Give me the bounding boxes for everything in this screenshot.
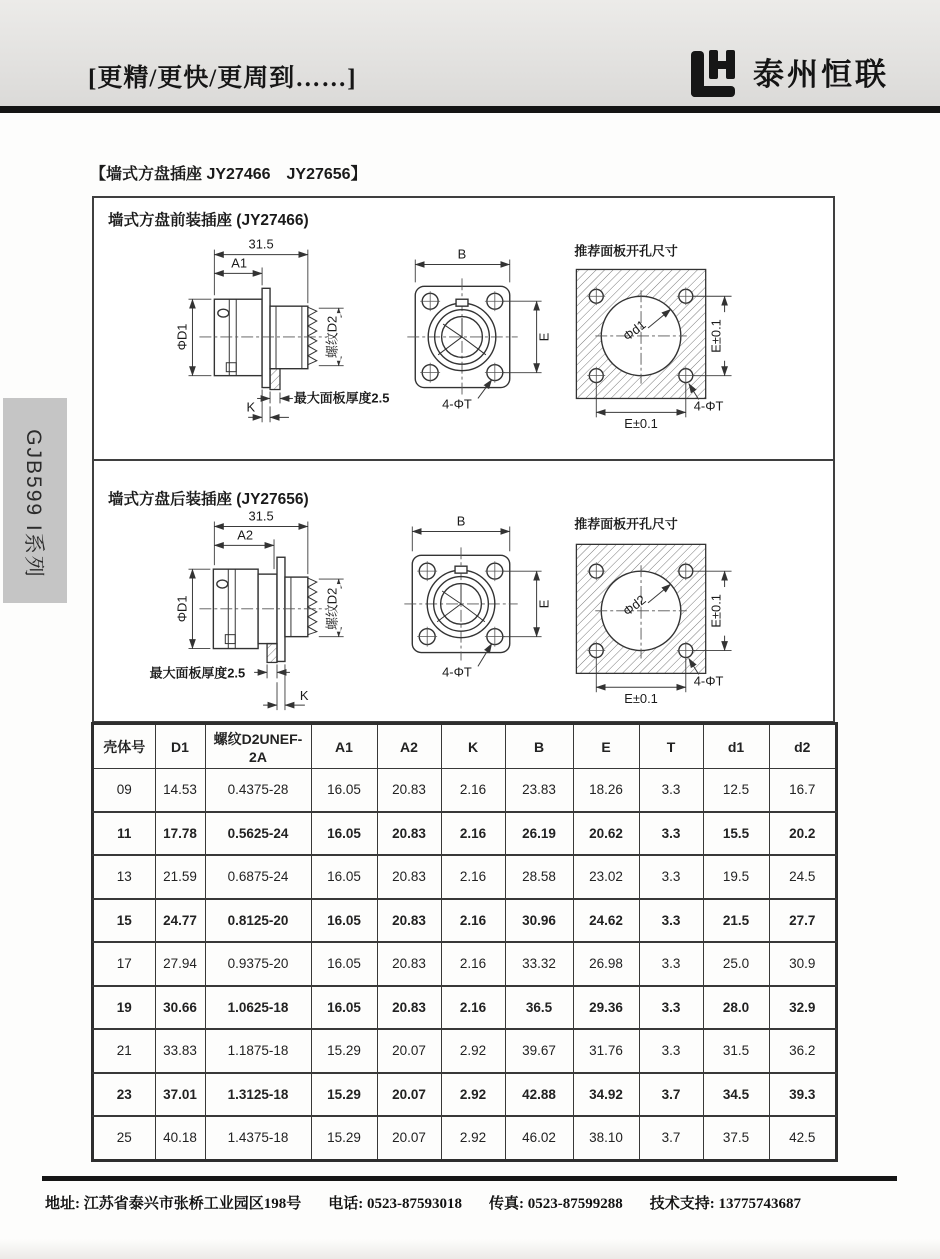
table-row <box>93 855 836 899</box>
column-header: E <box>573 724 639 769</box>
table-cell: 15.5 <box>703 812 769 856</box>
footer-phone-label: 电话: <box>328 1196 364 1212</box>
label-mounting-holes-2: 4-ΦT <box>442 664 472 680</box>
table-cell: 32.9 <box>769 986 836 1030</box>
table-row <box>93 769 836 812</box>
table-cell: 2.16 <box>441 986 505 1030</box>
rear-mount-front-view <box>404 514 551 680</box>
panel-title-rear-mount: 墙式方盘后装插座 (JY27656) <box>108 491 309 508</box>
table-cell: 15.29 <box>311 1073 377 1117</box>
table-cell: 18.26 <box>573 769 639 812</box>
dim-e-2: E <box>536 599 552 609</box>
front-mount-front-view <box>407 247 551 412</box>
table-cell: 3.7 <box>639 1116 703 1160</box>
table-cell: 16.05 <box>311 899 377 943</box>
drawings-box <box>92 196 835 723</box>
table-cell: 25.0 <box>703 942 769 986</box>
front-mount-side-view <box>174 237 389 423</box>
footer-address <box>45 1192 301 1213</box>
cutout-e-tolerance-side: E±0.1 <box>708 319 724 353</box>
table-cell: 0.8125-20 <box>205 899 311 943</box>
cutout-e-tolerance-bottom: E±0.1 <box>624 416 658 432</box>
dim-a1: A1 <box>231 255 248 271</box>
dim-k: K <box>246 399 256 415</box>
table-cell: 29.36 <box>573 986 639 1030</box>
footer-fax-label: 传真: <box>489 1196 525 1212</box>
table-cell: 09 <box>93 769 155 812</box>
table-cell: 42.88 <box>505 1073 573 1117</box>
table-cell: 28.0 <box>703 986 769 1030</box>
technical-drawings <box>94 198 833 721</box>
table-cell: 2.16 <box>441 812 505 856</box>
series-label: GJB599 I系列 <box>22 429 45 579</box>
rear-mount-panel-cutout <box>574 516 731 706</box>
table-cell: 1.0625-18 <box>205 986 311 1030</box>
footer <box>45 1192 905 1213</box>
spec-table <box>92 723 837 1161</box>
column-header: A2 <box>377 724 441 769</box>
label-mounting-holes: 4-ΦT <box>442 396 472 412</box>
table-cell: 21.5 <box>703 899 769 943</box>
table-cell: 12.5 <box>703 769 769 812</box>
dim-k-2: K <box>299 688 309 704</box>
table-cell: 2.16 <box>441 899 505 943</box>
table-cell: 3.3 <box>639 769 703 812</box>
footer-address-value: 江苏省泰兴市张桥工业园区198号 <box>83 1196 302 1212</box>
header-slogan: [更精/更快/更周到……] <box>88 65 357 92</box>
table-cell: 37.5 <box>703 1116 769 1160</box>
table-cell: 26.19 <box>505 812 573 856</box>
table-cell: 17 <box>93 942 155 986</box>
cutout-title-2: 推荐面板开孔尺寸 <box>574 516 678 532</box>
table-cell: 36.2 <box>769 1029 836 1073</box>
table-cell: 20.2 <box>769 812 836 856</box>
table-cell: 20.83 <box>377 855 441 899</box>
table-cell: 40.18 <box>155 1116 205 1160</box>
footer-fax-value: 0523-87599288 <box>527 1196 623 1212</box>
table-cell: 20.83 <box>377 812 441 856</box>
table-cell: 33.32 <box>505 942 573 986</box>
table-cell: 27.94 <box>155 942 205 986</box>
footer-fax <box>489 1192 623 1213</box>
table-cell: 20.07 <box>377 1029 441 1073</box>
table-cell: 42.5 <box>769 1116 836 1160</box>
table-cell: 2.92 <box>441 1029 505 1073</box>
table-cell: 37.01 <box>155 1073 205 1117</box>
column-header: 壳体号 <box>93 724 155 769</box>
table-cell: 16.05 <box>311 769 377 812</box>
dim-overall-length-2: 31.5 <box>248 508 274 524</box>
table-cell: 30.96 <box>505 899 573 943</box>
table-cell: 3.3 <box>639 1029 703 1073</box>
dim-b: B <box>457 246 467 262</box>
table-cell: 38.10 <box>573 1116 639 1160</box>
table-cell: 3.7 <box>639 1073 703 1117</box>
dim-overall-length: 31.5 <box>248 236 274 252</box>
dim-thread: 螺纹D2 <box>324 315 340 359</box>
column-header: A1 <box>311 724 377 769</box>
table-cell: 21.59 <box>155 855 205 899</box>
table-cell: 13 <box>93 855 155 899</box>
table-cell: 28.58 <box>505 855 573 899</box>
cutout-holes-label-2: 4-ΦT <box>693 673 724 689</box>
table-cell: 3.3 <box>639 942 703 986</box>
table-cell: 0.9375-20 <box>205 942 311 986</box>
cutout-title: 推荐面板开孔尺寸 <box>574 243 678 259</box>
table-cell: 2.92 <box>441 1116 505 1160</box>
table-cell: 3.3 <box>639 855 703 899</box>
table-cell: 46.02 <box>505 1116 573 1160</box>
table-cell: 16.05 <box>311 942 377 986</box>
dim-body-diameter: ΦD1 <box>174 323 190 351</box>
table-cell: 15 <box>93 899 155 943</box>
header-divider-bar <box>0 106 940 113</box>
table-cell: 39.3 <box>769 1073 836 1117</box>
column-header: T <box>639 724 703 769</box>
spec-table-header-row <box>93 724 836 769</box>
table-row <box>93 899 836 943</box>
table-cell: 26.98 <box>573 942 639 986</box>
cutout-holes-label: 4-ΦT <box>693 398 724 414</box>
table-row <box>93 1029 836 1073</box>
table-cell: 27.7 <box>769 899 836 943</box>
table-cell: 15.29 <box>311 1116 377 1160</box>
table-cell: 1.4375-18 <box>205 1116 311 1160</box>
table-cell: 1.3125-18 <box>205 1073 311 1117</box>
company-name: 泰州恒联 <box>753 56 889 92</box>
table-cell: 3.3 <box>639 986 703 1030</box>
footer-phone-value: 0523-87593018 <box>367 1196 463 1212</box>
table-cell: 30.9 <box>769 942 836 986</box>
dim-b-2: B <box>456 513 466 529</box>
table-cell: 20.62 <box>573 812 639 856</box>
table-cell: 17.78 <box>155 812 205 856</box>
table-cell: 34.5 <box>703 1073 769 1117</box>
rear-mount-side-view <box>150 509 344 711</box>
table-cell: 19.5 <box>703 855 769 899</box>
column-header: B <box>505 724 573 769</box>
column-header: 螺纹D2UNEF-2A <box>205 724 311 769</box>
table-cell: 0.6875-24 <box>205 855 311 899</box>
cutout-e-tolerance-bottom-2: E±0.1 <box>624 691 658 707</box>
footer-divider-bar <box>42 1176 897 1181</box>
table-row <box>93 1073 836 1117</box>
table-cell: 2.16 <box>441 942 505 986</box>
table-cell: 1.1875-18 <box>205 1029 311 1073</box>
table-cell: 39.67 <box>505 1029 573 1073</box>
panel-title-front-mount: 墙式方盘前装插座 (JY27466) <box>108 212 309 229</box>
section-title: 【墙式方盘插座 JY27466 JY27656】 <box>90 166 367 183</box>
cutout-diameter-2: Φd2 <box>619 591 649 619</box>
table-row <box>93 942 836 986</box>
table-cell: 0.5625-24 <box>205 812 311 856</box>
front-mount-panel-cutout <box>574 244 731 432</box>
footer-phone <box>328 1192 462 1213</box>
table-cell: 14.53 <box>155 769 205 812</box>
table-cell: 21 <box>93 1029 155 1073</box>
table-cell: 16.7 <box>769 769 836 812</box>
table-cell: 20.83 <box>377 986 441 1030</box>
footer-support-value: 13775743687 <box>718 1196 802 1212</box>
column-header: D1 <box>155 724 205 769</box>
footer-address-label: 地址: <box>45 1196 80 1212</box>
table-cell: 16.05 <box>311 812 377 856</box>
table-cell: 16.05 <box>311 855 377 899</box>
table-cell: 11 <box>93 812 155 856</box>
table-cell: 19 <box>93 986 155 1030</box>
table-cell: 23.83 <box>505 769 573 812</box>
table-cell: 23.02 <box>573 855 639 899</box>
cutout-diameter: Φd1 <box>619 316 649 344</box>
table-cell: 20.83 <box>377 899 441 943</box>
table-cell: 2.16 <box>441 769 505 812</box>
brand <box>690 44 889 98</box>
table-cell: 33.83 <box>155 1029 205 1073</box>
table-cell: 20.07 <box>377 1116 441 1160</box>
table-cell: 3.3 <box>639 812 703 856</box>
dim-body-diameter-2: ΦD1 <box>174 595 190 623</box>
series-side-tab <box>3 398 67 603</box>
table-cell: 3.3 <box>639 899 703 943</box>
column-header: d2 <box>769 724 836 769</box>
table-cell: 30.66 <box>155 986 205 1030</box>
table-cell: 20.83 <box>377 942 441 986</box>
table-cell: 31.76 <box>573 1029 639 1073</box>
label-max-panel-thickness: 最大面板厚度2.5 <box>293 390 390 406</box>
table-cell: 0.4375-28 <box>205 769 311 812</box>
table-cell: 2.92 <box>441 1073 505 1117</box>
table-cell: 20.07 <box>377 1073 441 1117</box>
dim-e: E <box>536 332 552 342</box>
footer-support-label: 技术支持: <box>649 1196 715 1212</box>
table-row <box>93 986 836 1030</box>
table-row <box>93 812 836 856</box>
cutout-e-tolerance-side-2: E±0.1 <box>708 594 724 628</box>
table-cell: 34.92 <box>573 1073 639 1117</box>
column-header: d1 <box>703 724 769 769</box>
table-row <box>93 1116 836 1160</box>
table-cell: 16.05 <box>311 986 377 1030</box>
table-cell: 24.62 <box>573 899 639 943</box>
spec-table-body <box>93 769 836 1160</box>
table-cell: 15.29 <box>311 1029 377 1073</box>
table-cell: 23 <box>93 1073 155 1117</box>
table-cell: 2.16 <box>441 855 505 899</box>
table-cell: 36.5 <box>505 986 573 1030</box>
dim-thread-2: 螺纹D2 <box>324 587 340 630</box>
label-max-panel-thickness-2: 最大面板厚度2.5 <box>149 665 246 681</box>
footer-support <box>650 1192 801 1213</box>
table-cell: 25 <box>93 1116 155 1160</box>
table-cell: 20.83 <box>377 769 441 812</box>
header <box>0 0 940 106</box>
bottom-fade <box>0 1239 940 1259</box>
dim-a2: A2 <box>237 527 254 543</box>
company-logo-icon <box>690 44 744 98</box>
table-cell: 31.5 <box>703 1029 769 1073</box>
table-cell: 24.77 <box>155 899 205 943</box>
table-cell: 24.5 <box>769 855 836 899</box>
column-header: K <box>441 724 505 769</box>
